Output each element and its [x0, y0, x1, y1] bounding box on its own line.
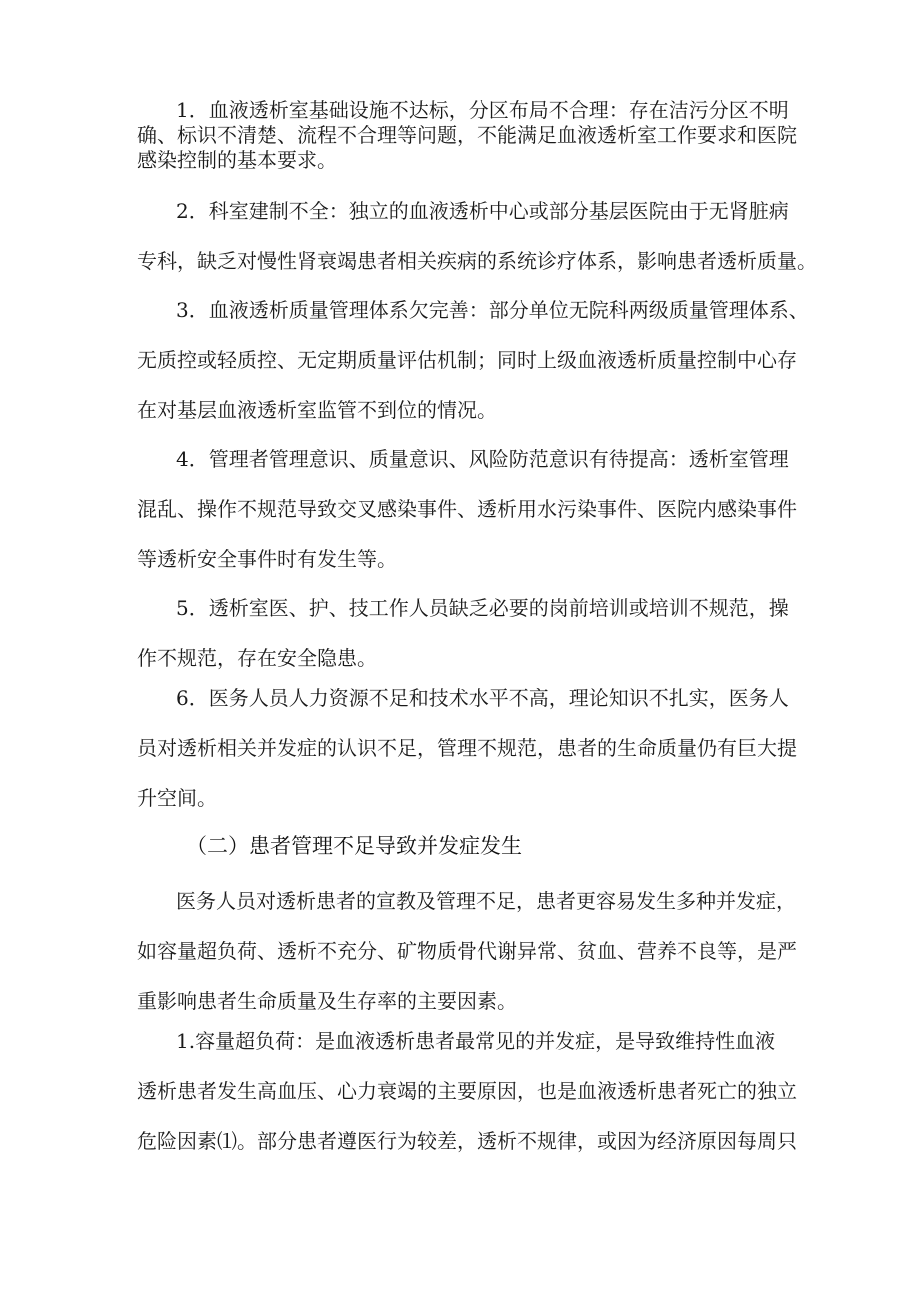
- paragraph-line: 等透析安全事件时有发生等。: [137, 547, 397, 571]
- paragraph-item-volume-overload: [137, 1016, 797, 1166]
- paragraph-item-5: [137, 583, 797, 683]
- paragraph-line: 危险因素⑴。部分患者遵医行为较差，透析不规律，或因为经济原因每周只: [137, 1129, 797, 1153]
- paragraph-line: 如容量超负荷、透析不充分、矿物质骨代谢异常、贫血、营养不良等，是严: [137, 939, 797, 963]
- paragraph-intro: [137, 876, 797, 1026]
- paragraph-line: 无质控或轻质控、无定期质量评估机制；同时上级血液透析质量控制中心存: [137, 348, 797, 372]
- paragraph-item-2: [137, 186, 817, 286]
- paragraph-line: 1．血液透析室基础设施不达标，分区布局不合理：存在洁污分区不明: [176, 98, 789, 122]
- paragraph-item-3: [137, 285, 809, 435]
- paragraph-line: 6．医务人员人力资源不足和技术水平不高，理论知识不扎实，医务人: [176, 686, 789, 710]
- paragraph-item-1: [137, 98, 797, 173]
- paragraph-line: 感染控制的基本要求。: [137, 148, 337, 172]
- paragraph-line: 1.容量超负荷：是血液透析患者最常见的并发症，是导致维持性血液: [176, 1029, 776, 1053]
- paragraph-line: 作不规范，存在安全隐患。: [137, 646, 377, 670]
- paragraph-line: 升空间。: [137, 786, 217, 810]
- paragraph-line: 透析患者发生高血压、心力衰竭的主要原因，也是血液透析患者死亡的独立: [137, 1079, 797, 1103]
- paragraph-item-6: [137, 673, 797, 823]
- paragraph-line: 确、标识不清楚、流程不合理等问题，不能满足血液透析室工作要求和医院: [137, 123, 797, 147]
- paragraph-line: 专科，缺乏对慢性肾衰竭患者相关疾病的系统诊疗体系，影响患者透析质量。: [137, 249, 817, 273]
- paragraph-line: 3．血液透析质量管理体系欠完善：部分单位无院科两级质量管理体系、: [176, 298, 809, 322]
- section-heading: （二）患者管理不足导致并发症发生: [186, 834, 522, 858]
- paragraph-line: 4．管理者管理意识、质量意识、风险防范意识有待提高：透析室管理: [176, 447, 789, 471]
- paragraph-item-4: [137, 434, 797, 584]
- paragraph-line: 混乱、操作不规范导致交叉感染事件、透析用水污染事件、医院内感染事件: [137, 497, 797, 521]
- paragraph-line: 2．科室建制不全：独立的血液透析中心或部分基层医院由于无肾脏病: [176, 199, 789, 223]
- paragraph-line: 5．透析室医、护、技工作人员缺乏必要的岗前培训或培训不规范，操: [176, 596, 789, 620]
- paragraph-line: 员对透析相关并发症的认识不足，管理不规范，患者的生命质量仍有巨大提: [137, 736, 797, 760]
- paragraph-line: 在对基层血液透析室监管不到位的情况。: [137, 398, 497, 422]
- paragraph-line: 医务人员对透析患者的宣教及管理不足，患者更容易发生多种并发症，: [176, 889, 796, 913]
- paragraph-line: 重影响患者生命质量及生存率的主要因素。: [137, 989, 517, 1013]
